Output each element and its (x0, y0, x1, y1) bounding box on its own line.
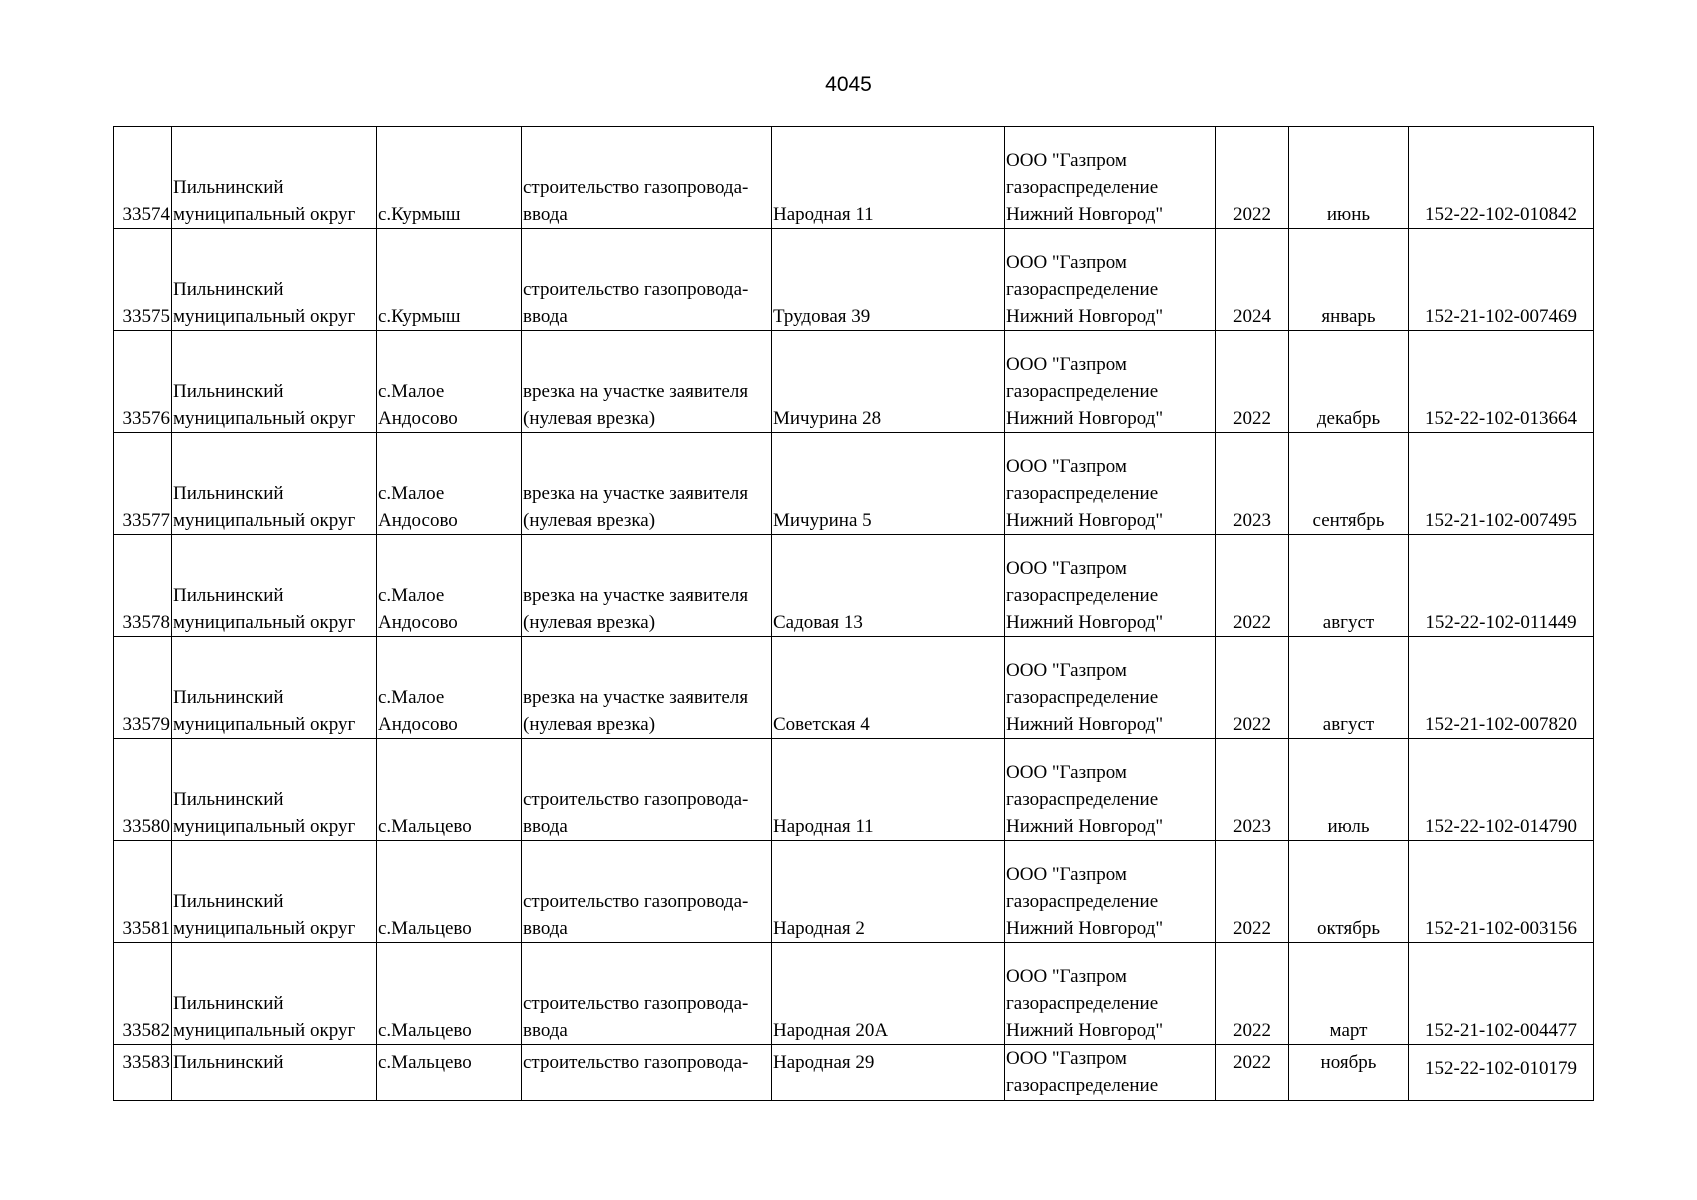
month-cell (1289, 1045, 1409, 1101)
year-cell (1216, 127, 1289, 229)
application-code-cell-text: 152-21-102-007820 (1425, 714, 1577, 735)
month-cell-text: август (1322, 714, 1375, 735)
row-number-text: 33574 (122, 204, 170, 225)
table-row (114, 739, 1594, 841)
application-code-cell-text: 152-21-102-004477 (1425, 1020, 1577, 1041)
table-row (114, 841, 1594, 943)
address-cell-text: Народная 29 (773, 1052, 875, 1073)
year-cell (1216, 841, 1289, 943)
row-number (114, 229, 172, 331)
year-cell-text: 2022 (1233, 1020, 1271, 1041)
month-cell-text: январь (1321, 306, 1376, 327)
row-number (114, 943, 172, 1045)
year-cell-text: 2022 (1233, 204, 1271, 225)
settlement-cell-text: с.Мальцево (378, 1052, 472, 1073)
year-cell-text: 2022 (1233, 612, 1271, 633)
organization-cell-text: ООО "Газпром газораспределение Нижний Новгород" (1006, 150, 1164, 225)
settlement-cell (377, 331, 522, 433)
settlement-cell (377, 637, 522, 739)
address-cell-text: Советская 4 (773, 714, 870, 735)
organization-cell-text: ООО "Газпром газораспределение Нижний Новгород" (1006, 966, 1164, 1041)
address-cell (772, 1045, 1005, 1101)
row-number (114, 739, 172, 841)
year-cell-text: 2023 (1233, 510, 1271, 531)
year-cell-text: 2023 (1233, 816, 1271, 837)
settlement-cell-text: с.Курмыш (378, 204, 461, 225)
table-row (114, 331, 1594, 433)
address-cell-text: Народная 20А (773, 1020, 889, 1041)
application-code-cell-text: 152-21-102-007469 (1425, 306, 1577, 327)
gasification-registry-table (113, 126, 1594, 1101)
year-cell-text: 2024 (1233, 306, 1271, 327)
year-cell-text: 2022 (1233, 714, 1271, 735)
work-type-cell-text: строительство газопровода- ввода (523, 279, 749, 327)
row-number (114, 127, 172, 229)
district-cell (172, 637, 377, 739)
settlement-cell-text: с.Мальцево (378, 918, 472, 939)
settlement-cell (377, 433, 522, 535)
application-code-cell-text: 152-22-102-010179 (1425, 1058, 1577, 1079)
year-cell (1216, 943, 1289, 1045)
table-row (114, 127, 1594, 229)
work-type-cell (522, 433, 772, 535)
address-cell (772, 637, 1005, 739)
work-type-cell-text: врезка на участке заявителя (нулевая врезка) (523, 483, 749, 531)
row-number-text: 33581 (122, 918, 170, 939)
table-row (114, 637, 1594, 739)
row-number (114, 1045, 172, 1101)
work-type-cell-text: строительство газопровода- ввода (523, 177, 749, 225)
district-cell (172, 841, 377, 943)
district-cell-text: Пильнинский муниципальный округ (173, 381, 356, 429)
month-cell (1289, 331, 1409, 433)
row-number (114, 637, 172, 739)
year-cell-text: 2022 (1233, 918, 1271, 939)
work-type-cell (522, 229, 772, 331)
organization-cell (1005, 1045, 1216, 1101)
district-cell-text: Пильнинский муниципальный округ (173, 585, 356, 633)
year-cell-text: 2022 (1233, 1052, 1271, 1073)
organization-cell (1005, 637, 1216, 739)
work-type-cell (522, 535, 772, 637)
table-row (114, 535, 1594, 637)
address-cell (772, 841, 1005, 943)
row-number-text: 33575 (122, 306, 170, 327)
district-cell (172, 127, 377, 229)
settlement-cell (377, 127, 522, 229)
organization-cell (1005, 331, 1216, 433)
month-cell (1289, 841, 1409, 943)
work-type-cell-text: врезка на участке заявителя (нулевая врезка) (523, 381, 749, 429)
district-cell (172, 535, 377, 637)
application-code-cell (1409, 535, 1594, 637)
district-cell (172, 229, 377, 331)
organization-cell (1005, 127, 1216, 229)
organization-cell (1005, 943, 1216, 1045)
table-body (114, 127, 1594, 1101)
year-cell (1216, 535, 1289, 637)
work-type-cell (522, 739, 772, 841)
organization-cell-text: ООО "Газпром газораспределение Нижний Новгород" (1006, 354, 1164, 429)
settlement-cell-text: с.Мальцево (378, 816, 472, 837)
organization-cell-text: ООО "Газпром газораспределение Нижний Новгород" (1006, 456, 1164, 531)
application-code-cell (1409, 943, 1594, 1045)
settlement-cell (377, 535, 522, 637)
district-cell (172, 739, 377, 841)
work-type-cell-text: врезка на участке заявителя (нулевая врезка) (523, 687, 749, 735)
district-cell (172, 433, 377, 535)
address-cell-text: Мичурина 5 (773, 510, 872, 531)
row-number (114, 535, 172, 637)
district-cell-text: Пильнинский (173, 1052, 284, 1073)
organization-cell (1005, 535, 1216, 637)
organization-cell-text: ООО "Газпром газораспределение Нижний Новгород" (1006, 252, 1164, 327)
organization-cell-text: ООО "Газпром газораспределение Нижний Новгород" (1006, 558, 1164, 633)
year-cell (1216, 1045, 1289, 1101)
district-cell-text: Пильнинский муниципальный округ (173, 483, 356, 531)
row-number-text: 33578 (122, 612, 170, 633)
row-number (114, 331, 172, 433)
month-cell-text: июль (1327, 816, 1370, 837)
month-cell-text: ноябрь (1320, 1052, 1377, 1073)
settlement-cell-text: с.Малое Андосово (378, 381, 458, 429)
month-cell (1289, 127, 1409, 229)
table-row (114, 1045, 1594, 1101)
organization-cell-text: ООО "Газпром газораспределение Нижний Новгород" (1006, 762, 1164, 837)
row-number-text: 33580 (122, 816, 170, 837)
settlement-cell-text: с.Малое Андосово (378, 687, 458, 735)
organization-cell-text: ООО "Газпром газораспределение Нижний Новгород" (1006, 864, 1164, 939)
work-type-cell (522, 943, 772, 1045)
address-cell (772, 331, 1005, 433)
application-code-cell (1409, 841, 1594, 943)
district-cell (172, 1045, 377, 1101)
work-type-cell-text: строительство газопровода- ввода (523, 993, 749, 1041)
application-code-cell (1409, 739, 1594, 841)
month-cell-text: август (1322, 612, 1375, 633)
work-type-cell (522, 331, 772, 433)
work-type-cell (522, 1045, 772, 1101)
work-type-cell-text: строительство газопровода- ввода (523, 789, 749, 837)
year-cell (1216, 331, 1289, 433)
month-cell (1289, 229, 1409, 331)
row-number-text: 33579 (122, 714, 170, 735)
month-cell (1289, 535, 1409, 637)
work-type-cell-text: врезка на участке заявителя (нулевая врезка) (523, 585, 749, 633)
settlement-cell (377, 229, 522, 331)
year-cell (1216, 229, 1289, 331)
settlement-cell (377, 1045, 522, 1101)
work-type-cell-text: строительство газопровода- (523, 1052, 749, 1073)
month-cell-text: март (1329, 1020, 1368, 1041)
month-cell (1289, 637, 1409, 739)
application-code-cell (1409, 331, 1594, 433)
month-cell (1289, 943, 1409, 1045)
organization-cell-text: ООО "Газпром газораспределение Нижний Новгород" (1006, 660, 1164, 735)
application-code-cell (1409, 229, 1594, 331)
table-row (114, 943, 1594, 1045)
settlement-cell-text: с.Курмыш (378, 306, 461, 327)
application-code-cell-text: 152-21-102-003156 (1425, 918, 1577, 939)
organization-cell (1005, 229, 1216, 331)
work-type-cell-text: строительство газопровода- ввода (523, 891, 749, 939)
page-number: 4045 (825, 73, 872, 96)
year-cell (1216, 433, 1289, 535)
organization-cell (1005, 841, 1216, 943)
application-code-cell (1409, 1045, 1594, 1101)
address-cell (772, 739, 1005, 841)
application-code-cell-text: 152-22-102-014790 (1425, 816, 1577, 837)
district-cell (172, 331, 377, 433)
district-cell (172, 943, 377, 1045)
district-cell-text: Пильнинский муниципальный округ (173, 789, 356, 837)
work-type-cell (522, 841, 772, 943)
address-cell (772, 535, 1005, 637)
year-cell (1216, 637, 1289, 739)
address-cell-text: Народная 11 (773, 204, 874, 225)
organization-cell (1005, 739, 1216, 841)
settlement-cell (377, 943, 522, 1045)
address-cell-text: Народная 11 (773, 816, 874, 837)
application-code-cell (1409, 433, 1594, 535)
settlement-cell (377, 841, 522, 943)
address-cell (772, 127, 1005, 229)
address-cell-text: Народная 2 (773, 918, 865, 939)
settlement-cell-text: с.Малое Андосово (378, 585, 458, 633)
application-code-cell (1409, 127, 1594, 229)
district-cell-text: Пильнинский муниципальный округ (173, 177, 356, 225)
organization-cell-text: ООО "Газпром газораспределение (1006, 1048, 1159, 1096)
application-code-cell-text: 152-22-102-011449 (1425, 612, 1577, 633)
settlement-cell (377, 739, 522, 841)
application-code-cell-text: 152-21-102-007495 (1425, 510, 1577, 531)
month-cell-text: декабрь (1316, 408, 1381, 429)
application-code-cell-text: 152-22-102-010842 (1425, 204, 1577, 225)
address-cell-text: Садовая 13 (773, 612, 863, 633)
month-cell-text: сентябрь (1312, 510, 1385, 531)
year-cell-text: 2022 (1233, 408, 1271, 429)
year-cell (1216, 739, 1289, 841)
work-type-cell (522, 637, 772, 739)
row-number (114, 433, 172, 535)
settlement-cell-text: с.Малое Андосово (378, 483, 458, 531)
settlement-cell-text: с.Мальцево (378, 1020, 472, 1041)
application-code-cell-text: 152-22-102-013664 (1425, 408, 1577, 429)
table-row (114, 433, 1594, 535)
address-cell-text: Мичурина 28 (773, 408, 882, 429)
month-cell-text: июнь (1326, 204, 1371, 225)
address-cell (772, 433, 1005, 535)
address-cell-text: Трудовая 39 (773, 306, 871, 327)
address-cell (772, 943, 1005, 1045)
row-number-text: 33577 (122, 510, 170, 531)
organization-cell (1005, 433, 1216, 535)
month-cell (1289, 433, 1409, 535)
month-cell-text: октябрь (1316, 918, 1381, 939)
application-code-cell (1409, 637, 1594, 739)
row-number-text: 33583 (122, 1052, 170, 1073)
row-number-text: 33576 (122, 408, 170, 429)
table-row (114, 229, 1594, 331)
district-cell-text: Пильнинский муниципальный округ (173, 687, 356, 735)
row-number (114, 841, 172, 943)
month-cell (1289, 739, 1409, 841)
address-cell (772, 229, 1005, 331)
row-number-text: 33582 (122, 1020, 170, 1041)
district-cell-text: Пильнинский муниципальный округ (173, 891, 356, 939)
district-cell-text: Пильнинский муниципальный округ (173, 279, 356, 327)
work-type-cell (522, 127, 772, 229)
district-cell-text: Пильнинский муниципальный округ (173, 993, 356, 1041)
